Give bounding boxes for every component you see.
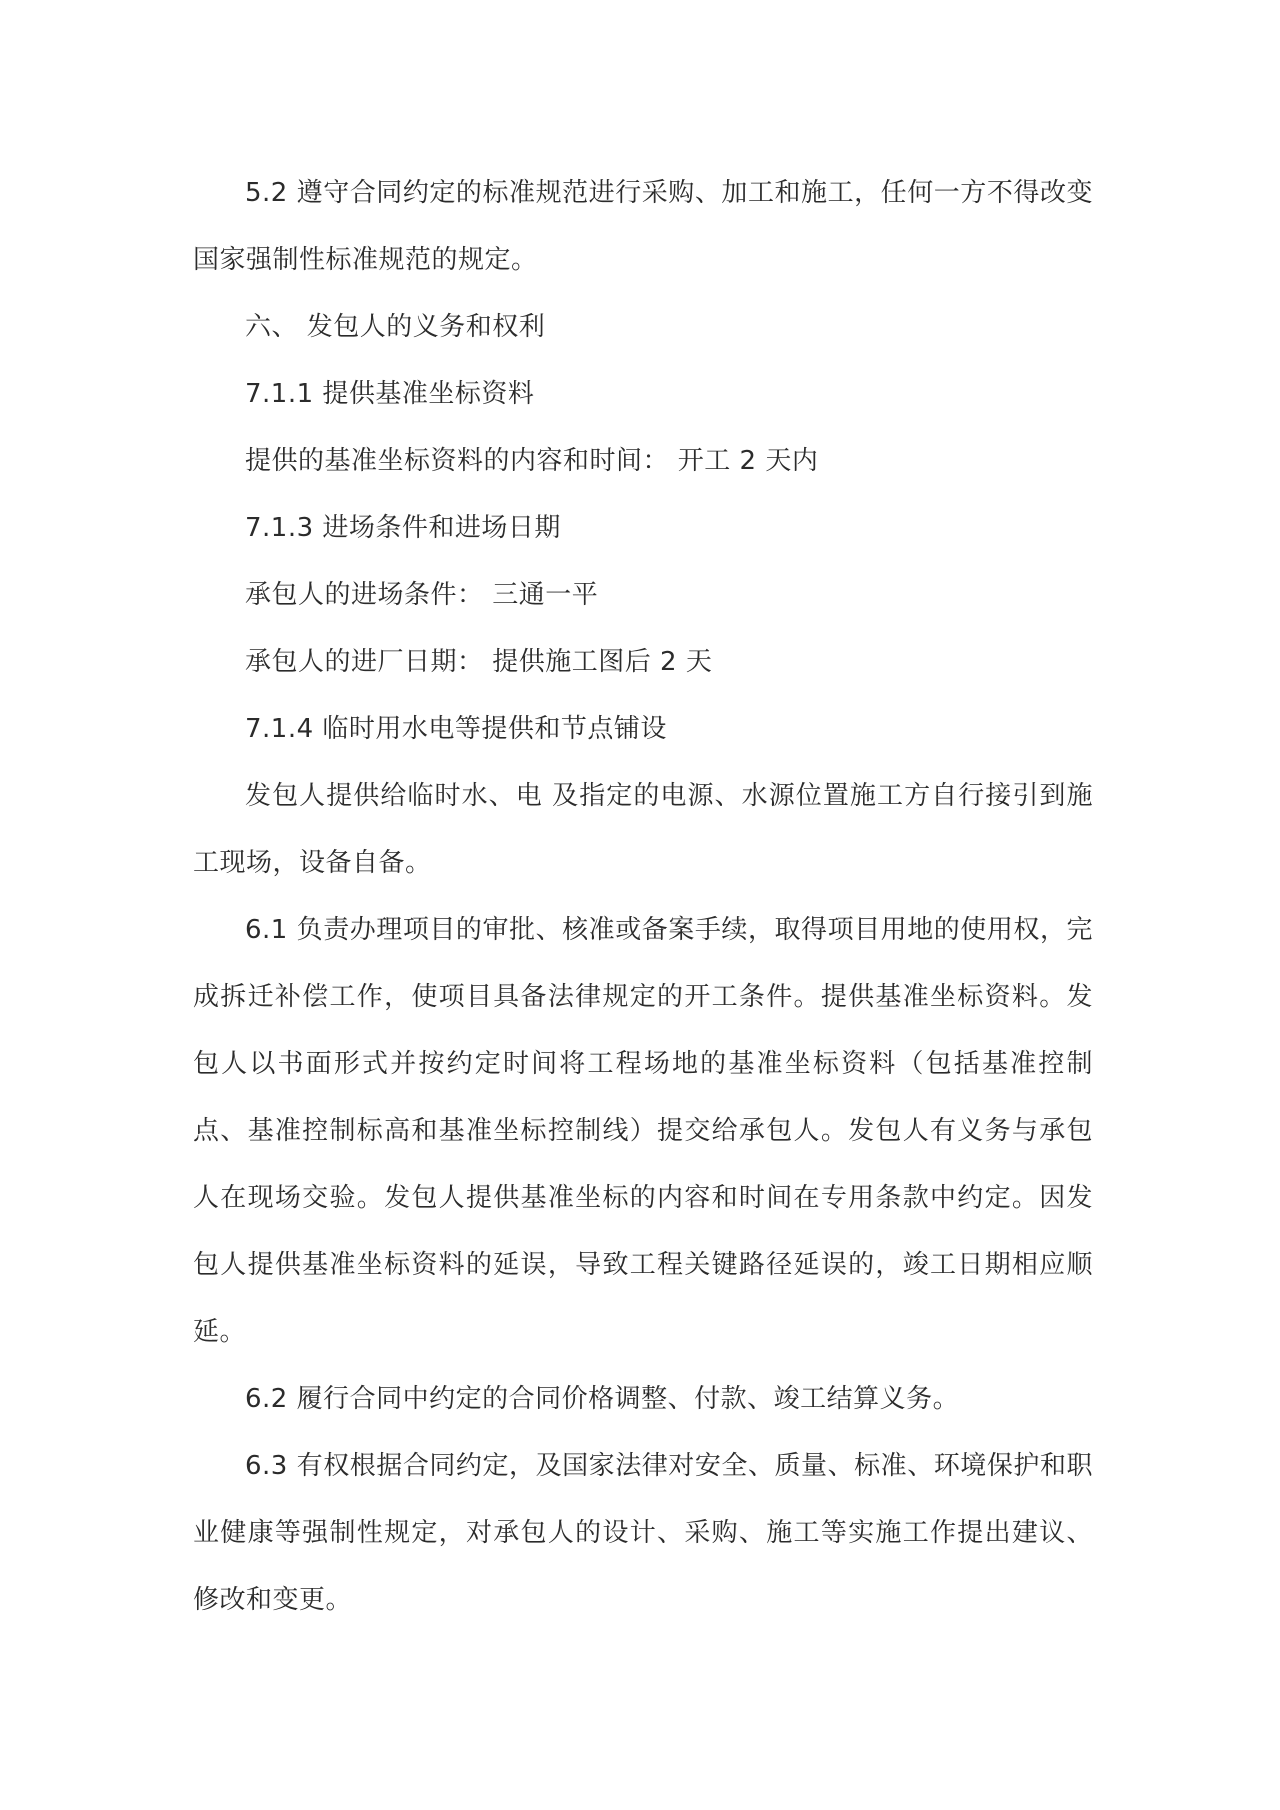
clause-7-1-3-title: 7.1.3 进场条件和进场日期 — [245, 513, 561, 543]
clause-7-1-4-title: 7.1.4 临时用水电等提供和节点铺设 — [245, 714, 667, 744]
document-body — [193, 160, 1093, 1634]
clause-7-1-1-title: 7.1.1 提供基准坐标资料 — [245, 379, 535, 409]
clause-7-1-4-detail: 发包人提供给临时水、电 及指定的电源、水源位置施工方自行接引到施工现场，设备自备。 — [193, 781, 1093, 878]
paragraph-6-3: 6.3 有权根据合同约定，及国家法律对安全、质量、标准、环境保护和职业健康等强制性规定，对承包人的设计、采购、施工等实施工作提出建议、修改和变更。 — [193, 1451, 1093, 1615]
section-heading-six: 六、 发包人的义务和权利 — [245, 312, 546, 342]
clause-7-1-1-detail: 提供的基准坐标资料的内容和时间： 开工 2 天内 — [245, 446, 819, 476]
paragraph-6-2: 6.2 履行合同中约定的合同价格调整、付款、竣工结算义务。 — [245, 1384, 960, 1414]
paragraph-5-2: 5.2 遵守合同约定的标准规范进行采购、加工和施工，任何一方不得改变国家强制性标准规范的规定。 — [193, 178, 1093, 275]
paragraph-6-1: 6.1 负责办理项目的审批、核准或备案手续，取得项目用地的使用权，完成拆迁补偿工作，使项目具备法律规定的开工条件。提供基准坐标资料。发包人以书面形式并按约定时间将工程场地的基准坐标资料（包括基准控制点、基准控制标高和基准坐标控制线）提交给承包人。发包人有义务与承包人在现场交验。发包人提供基准坐标的内容和时间在专用条款中约定。因发包人提供基准坐标资料的延误，导致工程关键路径延误的，竣工日期相应顺延。 — [193, 915, 1093, 1347]
clause-7-1-3-entry-date: 承包人的进厂日期： 提供施工图后 2 天 — [245, 647, 713, 677]
clause-7-1-3-entry-conditions: 承包人的进场条件： 三通一平 — [245, 580, 599, 610]
